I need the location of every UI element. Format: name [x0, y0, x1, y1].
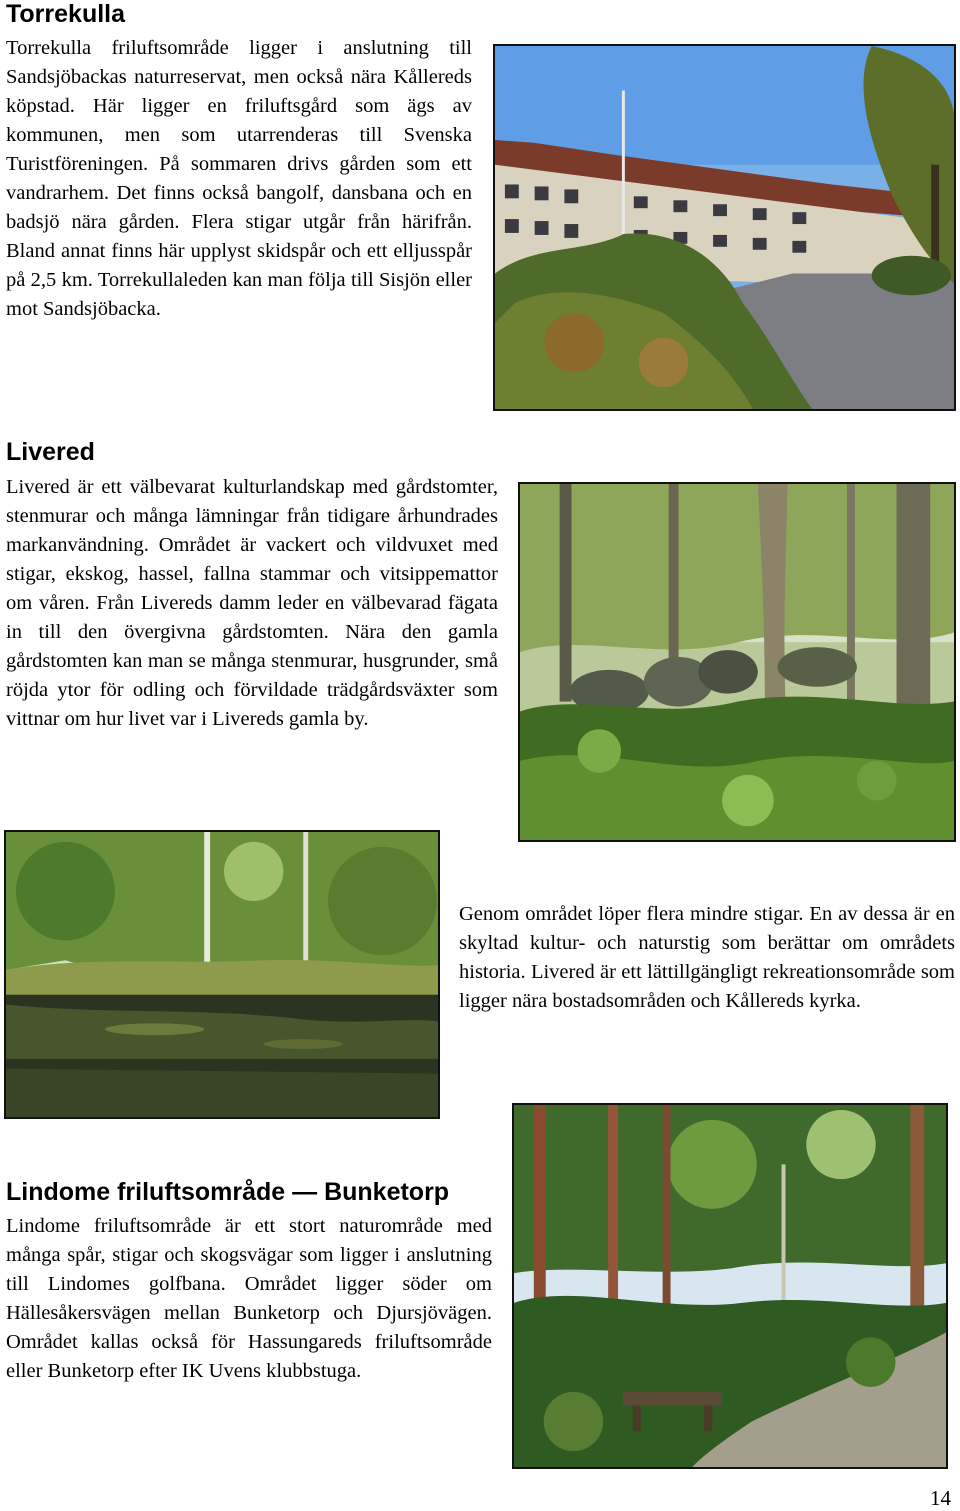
photo-bunketorp-forest-bench — [512, 1103, 948, 1469]
paragraph-torrekulla: Torrekulla friluftsområde ligger i anslutning till Sandsjöbackas naturreservat, men också nära Kållereds köpstad. Här ligger en friluftsgård som ägs av kommunen, men som utarrenderas till Svenska Turistföreningen. På sommaren drivs gården som ett vandrarhem. Det finns också bangolf, dansbana och en badsjö nära gården. Flera stigar utgår från härifrån. Bland annat finns här upplyst skidspår och ett elljusspår på 2,5 km. Torrekullaleden kan man följa till Sisjön eller mot Sandsjöbacka. — [6, 37, 472, 320]
heading-livered: Livered — [6, 438, 95, 466]
paragraph-livered: Livered är ett välbevarat kulturlandskap med gårdstomter, stenmurar och många lämningar från tidigare århundrades markanvändning. Området är vackert och vildvuxet med stigar, ekskog, hassel, fallna stammar och vitsippemattor om våren. Från Livereds damm leder en välbevarad fägata in till den övergivna gårdstomten. Nära den gamla gårdstomten kan man se många stenmurar, husgrunder, små röjda ytor för odling och förvildade trädgårdsväxter som vittnar om hur livet var i Livereds gamla by. — [6, 476, 498, 730]
paragraph-lindome: Lindome friluftsområde är ett stort naturområde med många spår, stigar och skogsvägar som ligger i anslutning till Lindomes golfbana. Området ligger söder om Hällesåkersvägen mellan Bunketorp och Djursjövägen. Området kallas också för Hassungareds friluftsområde eller Bunketorp efter IK Uvens klubbstuga. — [6, 1215, 492, 1382]
page-number: 14 — [930, 1486, 951, 1510]
photo-livered-stone-wall — [518, 482, 956, 842]
photo-livered-pond — [4, 830, 440, 1119]
heading-lindome-bunketorp: Lindome friluftsområde — Bunketorp — [6, 1178, 450, 1206]
paragraph-livered-paths: Genom området löper flera mindre stigar. En av dessa är en skyltad kultur- och naturstig som berättar om områdets historia. Livered är ett lättillgängligt rekreationsområde som ligger nära bostadsområden och Kållereds kyrka. — [459, 903, 955, 1012]
heading-torrekulla: Torrekulla — [6, 0, 126, 28]
photo-torrekulla-building — [493, 44, 956, 411]
